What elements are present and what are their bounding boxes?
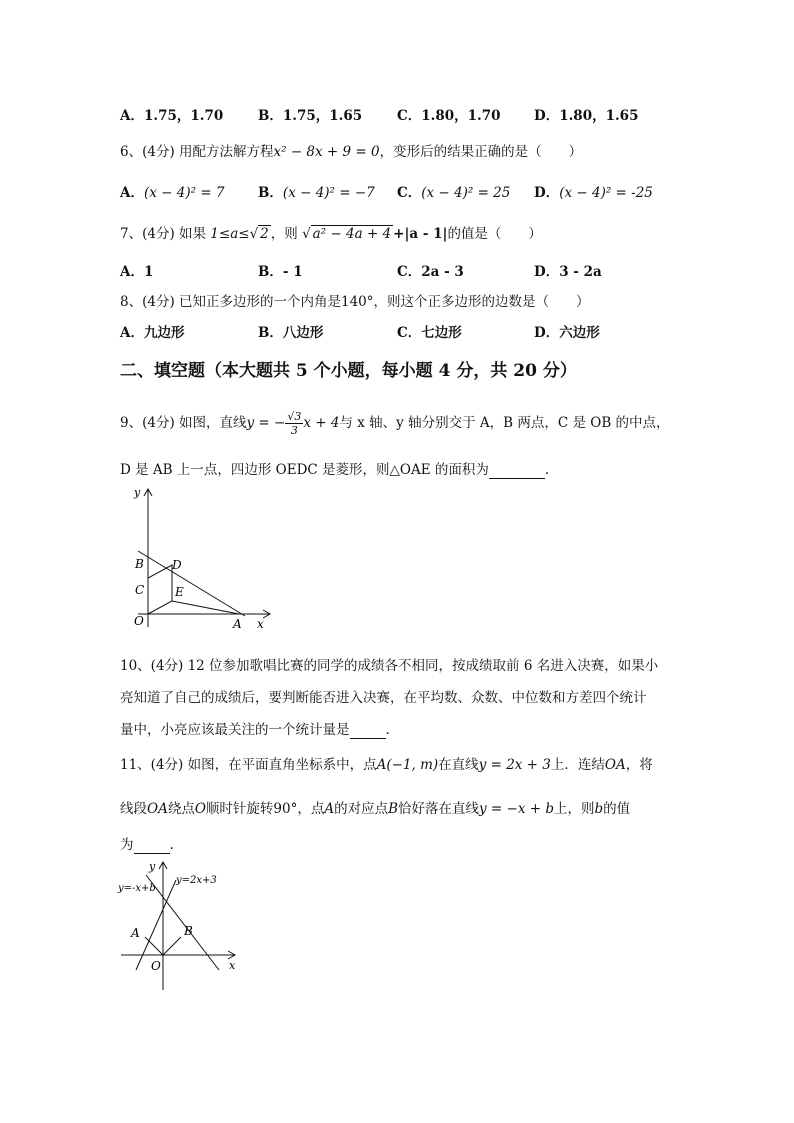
- q9-line-ab: [138, 551, 245, 616]
- q5-options: [120, 104, 680, 124]
- q11-label-y: y: [149, 860, 156, 873]
- q11-line-eq1: y = 2x + 3: [478, 757, 551, 773]
- q7-abs: +|a - 1|: [393, 226, 448, 242]
- q9-prefix: 9、(4分) 如图，直线: [120, 415, 247, 431]
- q6-option-b-label: B．: [258, 185, 283, 201]
- q6-option-a-expr: (x − 4)² = 7: [143, 185, 225, 201]
- q11-l3: 为: [120, 837, 134, 853]
- q10-line2: 亮知道了自己的成绩后，要判断能否进入决赛，在平均数、众数、中位数和方差四个统计: [120, 690, 647, 706]
- q11-l2-A: A: [324, 801, 335, 817]
- q9-answer-blank[interactable]: [489, 462, 545, 479]
- q5-option-c[interactable]: C．1.80，1.70: [397, 108, 501, 124]
- q7-condition: 1≤a≤: [210, 226, 250, 242]
- q9-fraction: [285, 410, 303, 437]
- section-2-title: 二、填空题（本大题共 5 个小题，每小题 4 分，共 20 分）: [120, 361, 577, 381]
- q11-label-line1: y=-x+b: [118, 883, 156, 894]
- q11-l2-e: 的对应点: [334, 801, 389, 817]
- q11-l2-seg: OA: [147, 801, 168, 817]
- q6-prefix: 6、(4分) 用配方法解方程: [120, 144, 274, 160]
- q9-label-y: y: [134, 486, 141, 499]
- q7-mid: ，则: [270, 226, 303, 242]
- q11-l2-deg: 90°: [273, 801, 298, 817]
- q10-line3-end: .: [385, 722, 390, 738]
- q11-l2-a: 线段: [120, 801, 147, 817]
- q7-option-b[interactable]: B．- 1: [258, 264, 303, 280]
- q6-option-d[interactable]: [534, 181, 653, 201]
- q7-stem: [120, 222, 542, 242]
- q11-line-eq2: y = −x + b: [479, 801, 554, 817]
- q7-option-c[interactable]: C．2a - 3: [397, 264, 464, 280]
- q11-answer-blank[interactable]: [134, 837, 170, 854]
- q9-frac-num: √3: [287, 410, 302, 423]
- q5-option-b[interactable]: B．1.75，1.65: [258, 108, 363, 124]
- q6-stem: [120, 140, 582, 160]
- q11-l2-o: O: [194, 801, 206, 817]
- q11-l2-b2: b: [594, 801, 604, 817]
- q5-option-a[interactable]: A．1.75，1.70: [120, 108, 224, 124]
- q9-label-a: A: [233, 617, 242, 631]
- q11-label-a: A: [131, 926, 140, 940]
- q9-eq-rhs: x + 4: [303, 415, 340, 431]
- q11-l2-c: 顺时针旋转: [205, 801, 274, 817]
- q7-option-d[interactable]: D．3 - 2a: [534, 264, 602, 280]
- q7-cond-radicand: 2: [260, 226, 269, 242]
- q8-options: [120, 321, 680, 341]
- q6-option-c[interactable]: [397, 181, 510, 201]
- q8-stem: 8、(4分) 已知正多边形的一个内角是140°，则这个正多边形的边数是（ ）: [120, 294, 590, 310]
- q6-option-c-expr: (x − 4)² = 25: [421, 185, 511, 201]
- q9-label-o: O: [134, 614, 144, 628]
- q6-equation: x² − 8x + 9 = 0: [273, 144, 380, 160]
- q6-option-b[interactable]: [258, 181, 375, 201]
- q11-label-x: x: [229, 959, 236, 972]
- q7-options: [120, 260, 680, 280]
- q6-option-b-expr: (x − 4)² = −7: [282, 185, 375, 201]
- q9-segment-ae: [172, 601, 239, 614]
- q8-option-a[interactable]: A．九边形: [120, 325, 185, 341]
- q11-l1-prefix: 11、(4分) 如图，在平面直角坐标系中，点: [120, 757, 377, 773]
- figure-q11: [116, 858, 246, 993]
- q11-l2-d: ，点: [297, 801, 325, 817]
- q11-l3-end: .: [169, 837, 174, 853]
- q9-stem-line2: [120, 458, 549, 479]
- q6-option-a[interactable]: [120, 181, 225, 201]
- q10-line3-text: 量中，小亮应该最关注的一个统计量是: [120, 722, 350, 738]
- q9-eq-lhs: y = −: [246, 415, 286, 431]
- q8-option-d[interactable]: D．六边形: [534, 325, 600, 341]
- q11-line3: [120, 833, 174, 854]
- q6-option-a-label: A．: [120, 185, 144, 201]
- q5-option-d[interactable]: D．1.80，1.65: [534, 108, 639, 124]
- q10-answer-blank[interactable]: [350, 722, 386, 739]
- q7-prefix: 7、(4分) 如果: [120, 226, 211, 242]
- q11-segment-ob: [163, 937, 181, 955]
- q10-line1: 10、(4分) 12 位参加歌唱比赛的同学的成绩各不相同，按成绩取前 6 名进入决赛，如果小: [120, 658, 659, 674]
- q11-l1-mid: 在直线: [438, 757, 479, 773]
- q9-line2: D 是 AB 上一点，四边形 OEDC 是菱形，则△OAE 的面积为: [120, 462, 489, 478]
- q9-frac-den: 3: [290, 424, 298, 437]
- q11-l2-f: 恰好落在直线: [398, 801, 480, 817]
- figure-q9: [120, 482, 280, 632]
- q9-label-c: C: [135, 583, 145, 597]
- q6-options: [120, 181, 680, 201]
- q11-line2: [120, 797, 630, 817]
- q7-radicand: a² − 4a + 4: [312, 226, 392, 242]
- q9-stem-line1: [120, 410, 670, 437]
- q7-suffix: 的值是（ ）: [447, 226, 542, 242]
- q11-l2-g: 上，则: [554, 801, 595, 817]
- q11-l2-h: 的值: [603, 801, 631, 817]
- q7-radical: √ a² − 4a + 4: [302, 226, 392, 242]
- q10-line3: [120, 718, 390, 739]
- q6-option-c-label: C．: [397, 185, 422, 201]
- q11-label-o: O: [151, 959, 161, 973]
- q9-label-d: D: [172, 558, 182, 572]
- q11-l1-end: ，将: [625, 757, 653, 773]
- q9-label-x: x: [257, 617, 264, 631]
- q11-l1-suffix: 上．连结: [550, 757, 605, 773]
- q11-l1-seg: OA: [604, 757, 626, 773]
- q7-cond-radical: √ 2: [249, 226, 269, 242]
- q7-option-a[interactable]: A．1: [120, 264, 154, 280]
- q6-option-d-expr: (x − 4)² = -25: [559, 185, 653, 201]
- q11-segment-oa: [145, 937, 163, 955]
- q11-label-b: B: [184, 924, 193, 938]
- q8-option-c[interactable]: C．七边形: [397, 325, 462, 341]
- q11-l2-b: 绕点: [167, 801, 195, 817]
- q11-l2-B: B: [388, 801, 399, 817]
- q11-line1: [120, 753, 653, 773]
- q11-label-line2: y=2x+3: [176, 875, 217, 886]
- q9-label-e: E: [175, 585, 184, 599]
- q8-option-b[interactable]: B．八边形: [258, 325, 324, 341]
- q9-line2-end: .: [544, 462, 550, 478]
- q11-point-a: A(−1, m): [376, 757, 439, 773]
- q9-rhombus-oedc: [148, 565, 172, 614]
- q6-option-d-label: D．: [534, 185, 560, 201]
- q6-suffix: ，变形后的结果正确的是（ ）: [379, 144, 583, 160]
- q9-suffix: 与 x 轴、y 轴分别交于 A，B 两点，C 是 OB 的中点，: [339, 415, 670, 431]
- q9-label-b: B: [135, 557, 144, 571]
